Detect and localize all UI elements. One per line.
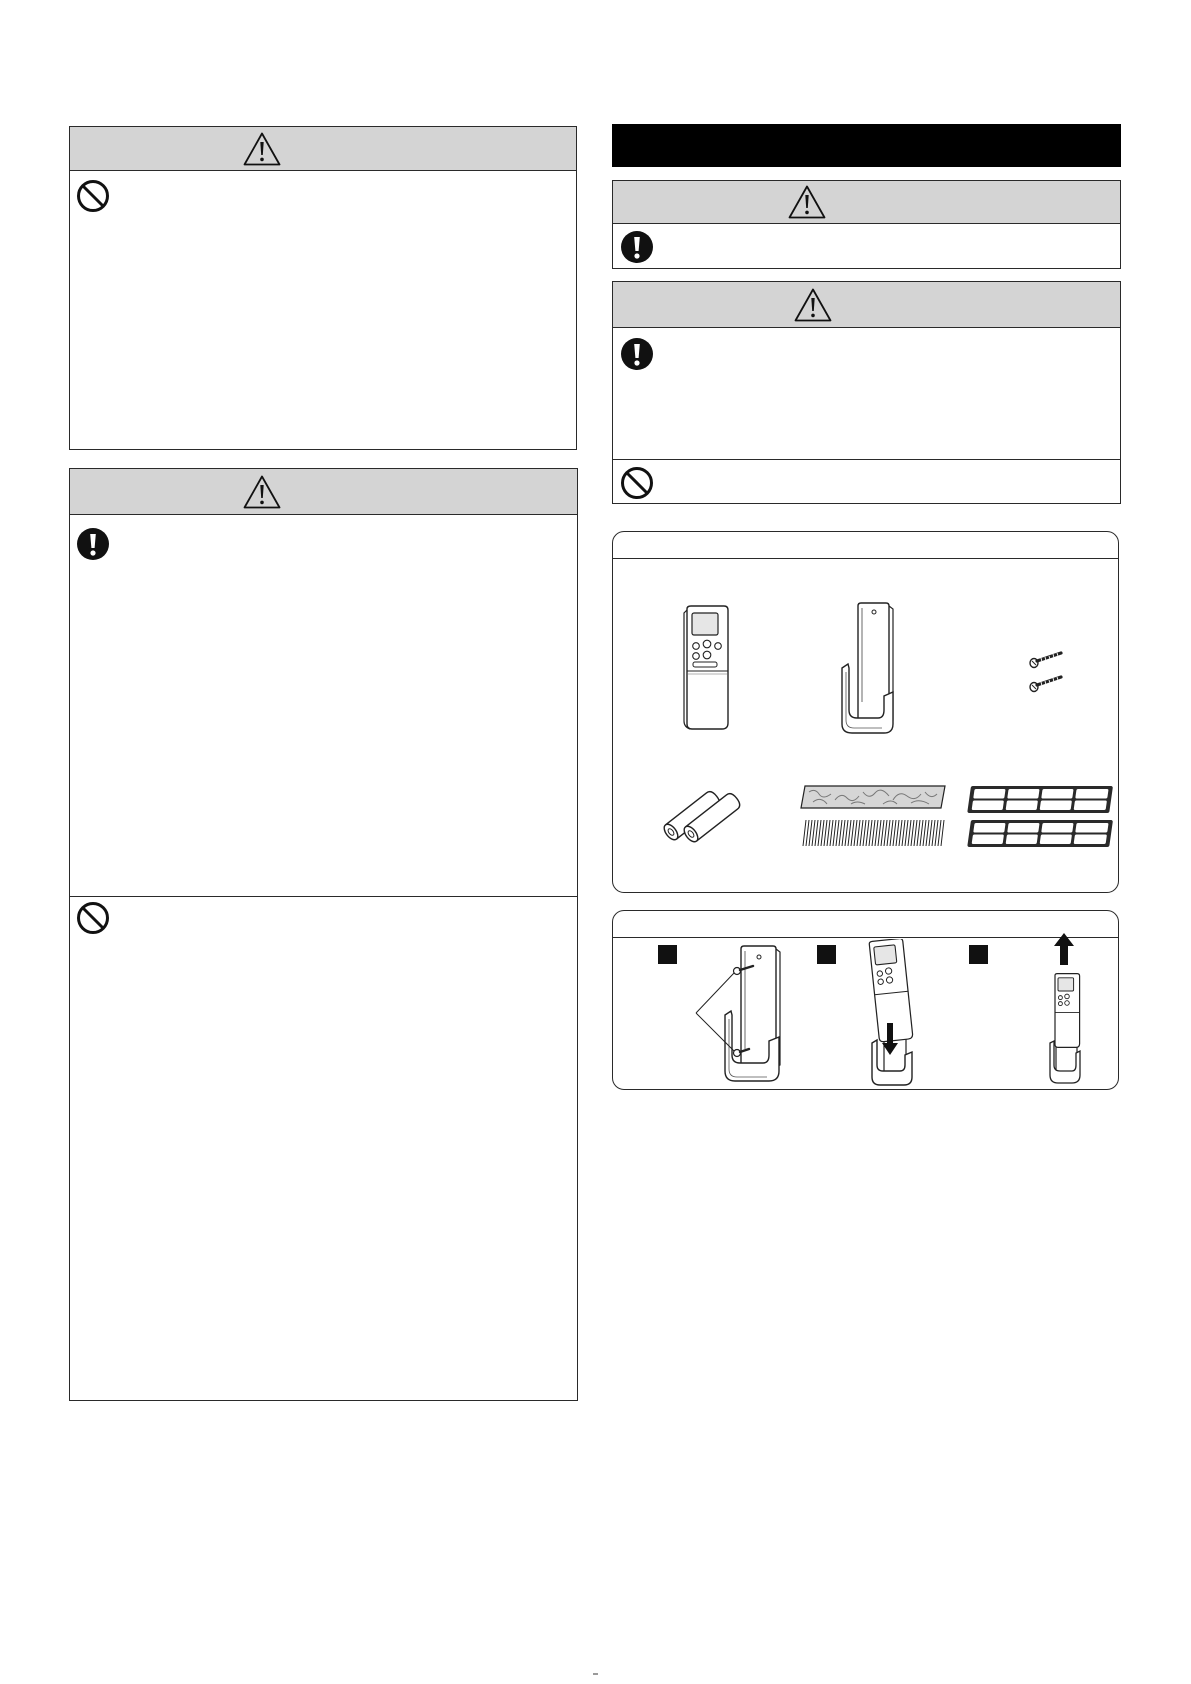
filter-strips-icon (799, 784, 947, 848)
page-number-mark (593, 1673, 598, 1675)
filter-fringe (803, 820, 944, 846)
remote-control-icon (679, 605, 733, 731)
mount-holder-icon (693, 945, 783, 1085)
warning-triangle-icon (793, 287, 833, 323)
prohibition-icon (76, 901, 110, 935)
mandatory-action-icon (76, 527, 110, 561)
notice-header-band (613, 181, 1120, 224)
warning-triangle-icon (242, 474, 282, 510)
remote-holder-icon (838, 602, 898, 734)
safety-notice-box-2 (69, 468, 578, 1401)
section-divider (613, 459, 1120, 460)
batteries-icon (653, 784, 749, 850)
prohibition-icon (76, 179, 110, 213)
step-marker-1 (658, 945, 677, 964)
mandatory-action-icon (620, 337, 654, 371)
step-marker-3 (969, 945, 988, 964)
screws-icon (1026, 645, 1066, 695)
panel-header-divider (613, 937, 1118, 938)
section-title-bar (612, 124, 1121, 167)
step-marker-2 (817, 945, 836, 964)
section-divider (70, 896, 577, 897)
safety-notice-box-1 (69, 126, 577, 450)
installation-steps-panel (612, 910, 1119, 1090)
prohibition-icon (620, 466, 654, 500)
safety-notice-box-4 (612, 281, 1121, 504)
insert-remote-icon (866, 939, 914, 1087)
warning-triangle-icon (787, 184, 827, 220)
filter-frames-icon (965, 784, 1115, 850)
accessories-panel (612, 531, 1119, 893)
warning-triangle-icon (242, 131, 282, 167)
notice-header-band (613, 282, 1120, 328)
mandatory-action-icon (620, 230, 654, 264)
notice-header-band (70, 127, 576, 171)
notice-header-band (70, 469, 577, 515)
panel-header-divider (613, 558, 1118, 559)
remove-remote-icon (1047, 933, 1081, 1085)
safety-notice-box-3 (612, 180, 1121, 269)
